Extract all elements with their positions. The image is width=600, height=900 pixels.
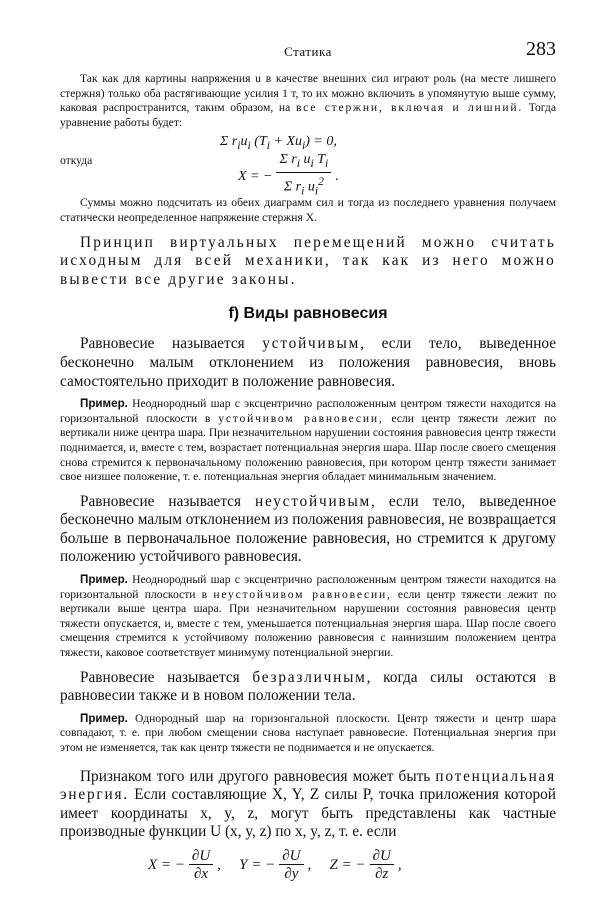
sums-paragraph: Суммы можно подсчитать из обеих диаграмм сил и тогда из последнего уравнения получаем статически неопределенное напряжение стержня X. — [60, 196, 556, 224]
criterion-paragraph: Признаком того или другого равновесия может быть потенциальная энергия. Если составляющие X, Y, Z силы P, точка приложения которой имеет координаты x, y, z, могут быть представлены как частные производные функции U (x, y, z) по x, y, z, т. е. если — [60, 767, 556, 841]
page-header — [60, 38, 556, 64]
example-2: Пример. Неоднородный шар с эксцентрично расположенным центром тяжести находится на горизонтальной плоскости в неустойчивом равновесии, если центр тяжести лежит по вертикали выше центра шара. При незначительном нарушении состояния равновесия центр тяжести опускается, и, вместе с тем, уменьшается потенциальная энергия шара. Шар после своего смещения стремится к устойчивому положению равновесия с наинизшим положением центра тяжести, каковое соответствует минимуму потенциальной энергии. — [60, 573, 556, 660]
intro-spaced: все стержни, включая и лишний. — [295, 101, 524, 115]
page — [60, 38, 556, 883]
principle-paragraph: Принцип виртуальных перемещений можно считать исходным для всей механики, так как из него можно вывести все другие законы. — [60, 233, 556, 288]
section-heading: f) Виды равновесия — [228, 305, 388, 323]
otkuda-label: откуда — [60, 154, 93, 168]
criterion-spaced: потенциальная энергия. — [60, 767, 556, 804]
page-number: 283 — [526, 38, 556, 60]
intro-text: Так как для картины напряжения u в качестве внешних сил играют роль (на месте лишнего стержня) только оба растягивающие усилия 1 т, то их можно включить в упомянутую выше сумму, каковая распространится, таким образом, на — [60, 72, 556, 115]
running-title: Статика — [284, 44, 332, 59]
unstable-term: неустойчивым — [255, 492, 372, 510]
stable-definition: Равновесие называется устойчивым, если тело, выведенное бесконечно малым отклонением из положения равновесия, вновь самостоятельно приходит в положение равновесия. — [60, 335, 557, 390]
partial-derivative-formulas: X = − $\frac{\partial U}{\partial x}$ , Y = − $\frac{\partial U}{\partial y}$ , Z = − $\frac{\partial U}{\partial z}$ , — [148, 847, 402, 882]
example-3: Пример. Однородный шар на горизонгальной плоскости. Центр тяжести и центр шара совпадают, т. е. при любом смещении снова наступает равновесие. Потенциальная энергия при этом не изменяется, так как центр тяжести не поднимается и не опускается. — [60, 711, 556, 754]
indifferent-definition: Равновесие называется безразличным, когда силы остаются в равновесии также и в новом положении тела. — [60, 668, 556, 705]
example-label: Пример. — [80, 573, 128, 587]
indifferent-term: безразличным — [252, 668, 367, 686]
unstable-definition: Равновесие называется неустойчивым, если тело, выведенное бесконечно малым отклонением из положения равновесия, не возвращается больше в первоначальное положение равновесия, но стремится к другому положению устойчивого равновесия. — [60, 492, 556, 566]
example-label: Пример. — [80, 397, 128, 411]
stable-term: устойчивым — [262, 335, 361, 353]
intro-tail: Тогда уравнение работы будет: — [60, 101, 556, 129]
x-formula: X = − $\frac{\Sigma r_i u_i T_i}{\Sigma r_i u_i^2}$ . — [238, 152, 339, 200]
intro-paragraph — [60, 72, 556, 130]
example-1: Пример. Неоднородный шар с эксцентрично расположенным центром тяжести находится на горизонтальной плоскости в устойчивом равновесии, если центр тяжести лежит по вертикали ниже центра шара. При незначительном нарушении состояния равновесия центр тяжести поднимается, и, вместе с тем, возрастает потенциальная энергия шара. Шар после своего смещения снова стремится к первоначальному положению равновесия, при котором центр тяжести занимает свое низшее положение, т. е. потенциальная энергия обладает минимальным значением. — [60, 397, 556, 484]
x-fraction: $\frac{\Sigma r_i u_i T_i}{\Sigma r_i u_i^2}$ — [276, 152, 331, 200]
work-equation-block — [60, 134, 556, 198]
work-equation: Σ $r_iu_i$ $(T_i + Xu_i) = 0$, — [220, 134, 337, 153]
example-label: Пример. — [80, 711, 128, 725]
